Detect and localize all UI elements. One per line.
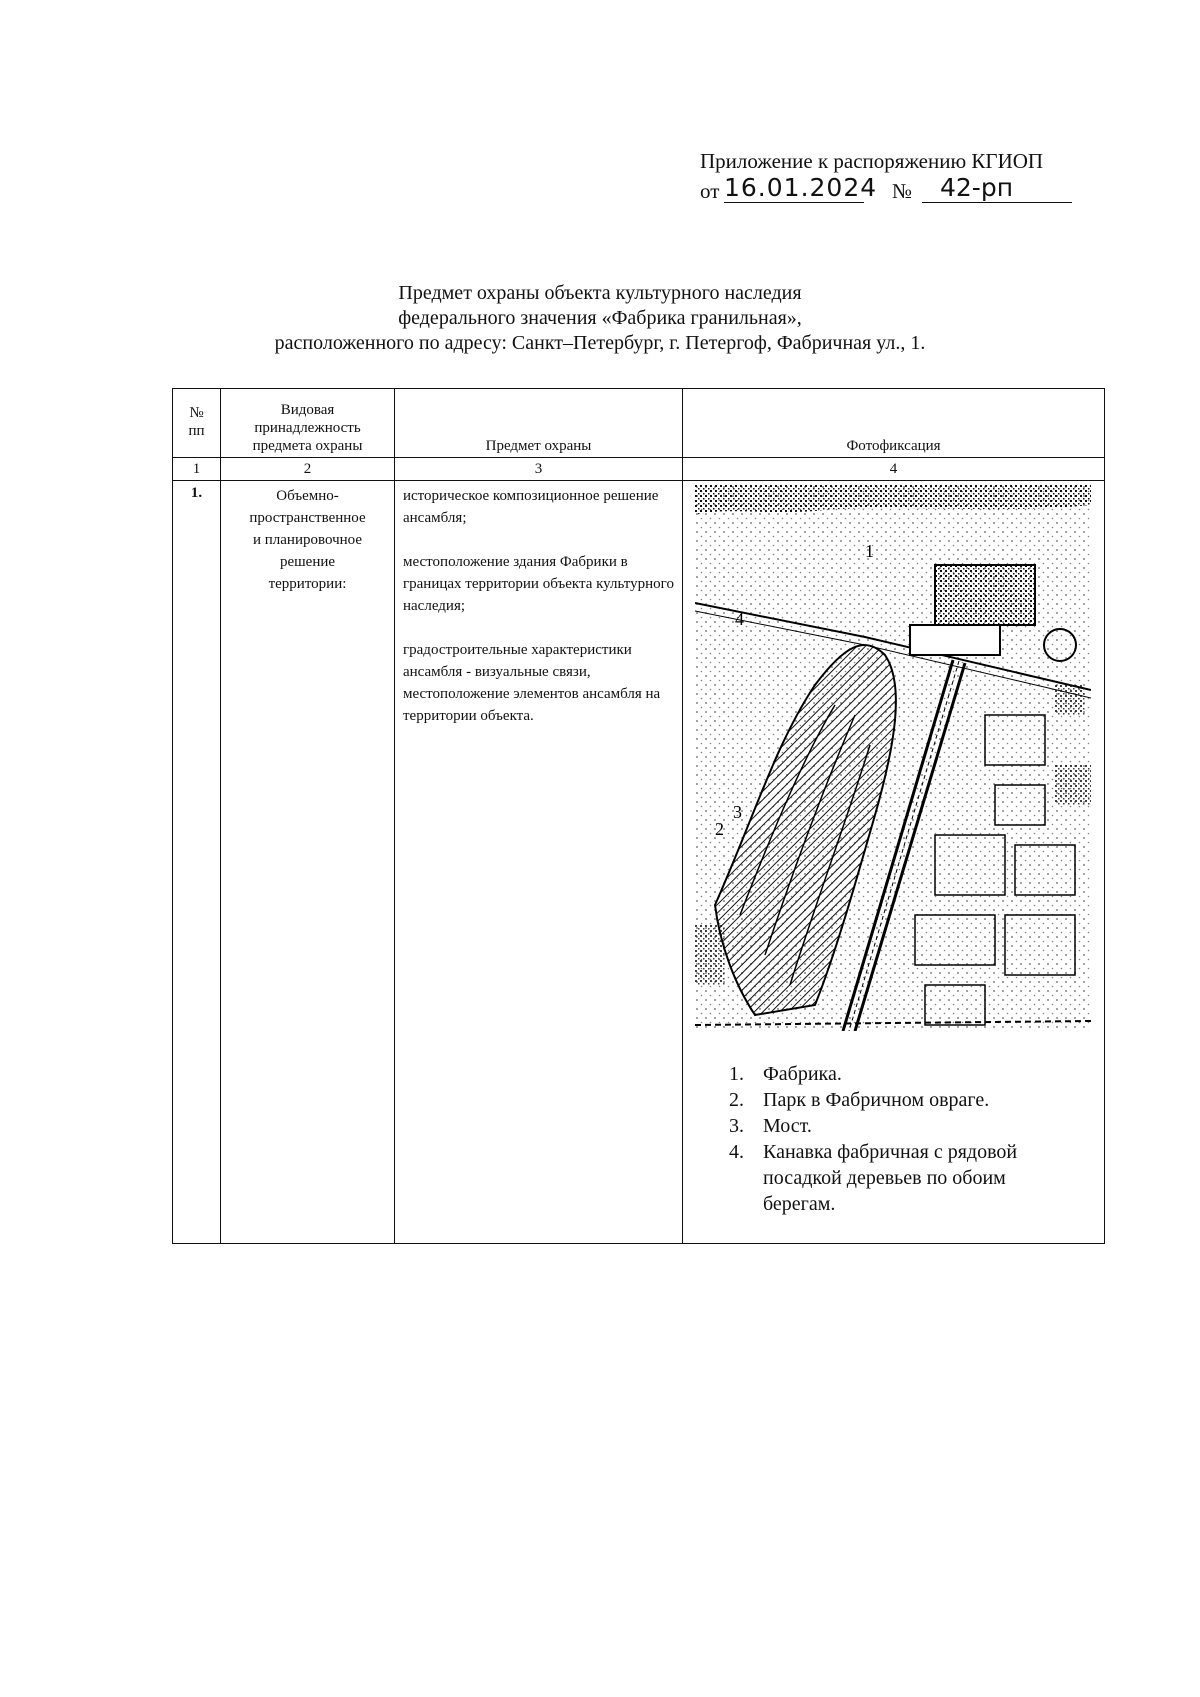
site-plan-map <box>695 485 1091 1031</box>
table-header-row <box>173 389 1105 458</box>
col-number-3: 3 <box>395 458 683 481</box>
legend-item: 4. Канавка фабричная с рядовой посадкой деревьев по обоим берегам. <box>729 1141 1018 1215</box>
col-number-1: 1 <box>173 458 221 481</box>
map-label-1: 1 <box>865 541 874 561</box>
site-plan-drawing <box>695 485 1091 1031</box>
map-label-2: 2 <box>715 819 724 839</box>
date-prefix: от <box>700 179 720 203</box>
appendix-header <box>700 148 1100 206</box>
header-photo: Фотофиксация <box>683 389 1105 458</box>
order-date: 16.01.2024 <box>724 173 878 202</box>
column-number-row <box>173 458 1105 481</box>
map-label-3: 3 <box>733 802 742 822</box>
subject-item-2: местоположение здания Фабрики в границах территории объекта культурного наследия; <box>403 554 674 614</box>
row-subject <box>395 481 683 1244</box>
number-sign: № <box>892 179 913 203</box>
order-date-number-line <box>700 174 1100 206</box>
header-kind: Видовая принадлежность предмета охраны <box>221 389 395 458</box>
subject-item-3: градостроительные характеристики ансамбля - визуальные связи, местоположение элементов ансамбля на территории объекта. <box>403 642 661 724</box>
legend-item: 2. Парк в Фабричном овраге. <box>729 1089 990 1111</box>
header-number: № пп <box>173 389 221 458</box>
map-label-4: 4 <box>735 609 744 629</box>
protection-subject-table <box>172 388 1105 1244</box>
title-line-1: Предмет охраны объекта культурного наследия <box>398 282 802 304</box>
row-number: 1. <box>173 481 221 1244</box>
row-kind: Объемно- пространственное и планировочное решение территории: <box>221 481 395 1244</box>
legend-item: 3. Мост. <box>729 1115 812 1137</box>
appendix-title: Приложение к распоряжению КГИОП <box>700 149 1044 173</box>
order-number: 42-рп <box>922 174 1072 203</box>
document-title <box>0 281 1200 356</box>
row-photo <box>683 481 1105 1244</box>
map-legend <box>729 1061 1104 1217</box>
title-line-2: федерального значения «Фабрика гранильная», <box>398 307 802 329</box>
col-number-4: 4 <box>683 458 1105 481</box>
legend-item: 1. Фабрика. <box>729 1063 842 1085</box>
table-row <box>173 481 1105 1244</box>
subject-item-1: историческое композиционное решение ансамбля; <box>403 488 659 526</box>
header-subject: Предмет охраны <box>395 389 683 458</box>
title-line-3: расположенного по адресу: Санкт–Петербург, г. Петергоф, Фабричная ул., 1. <box>274 332 926 354</box>
col-number-2: 2 <box>221 458 395 481</box>
